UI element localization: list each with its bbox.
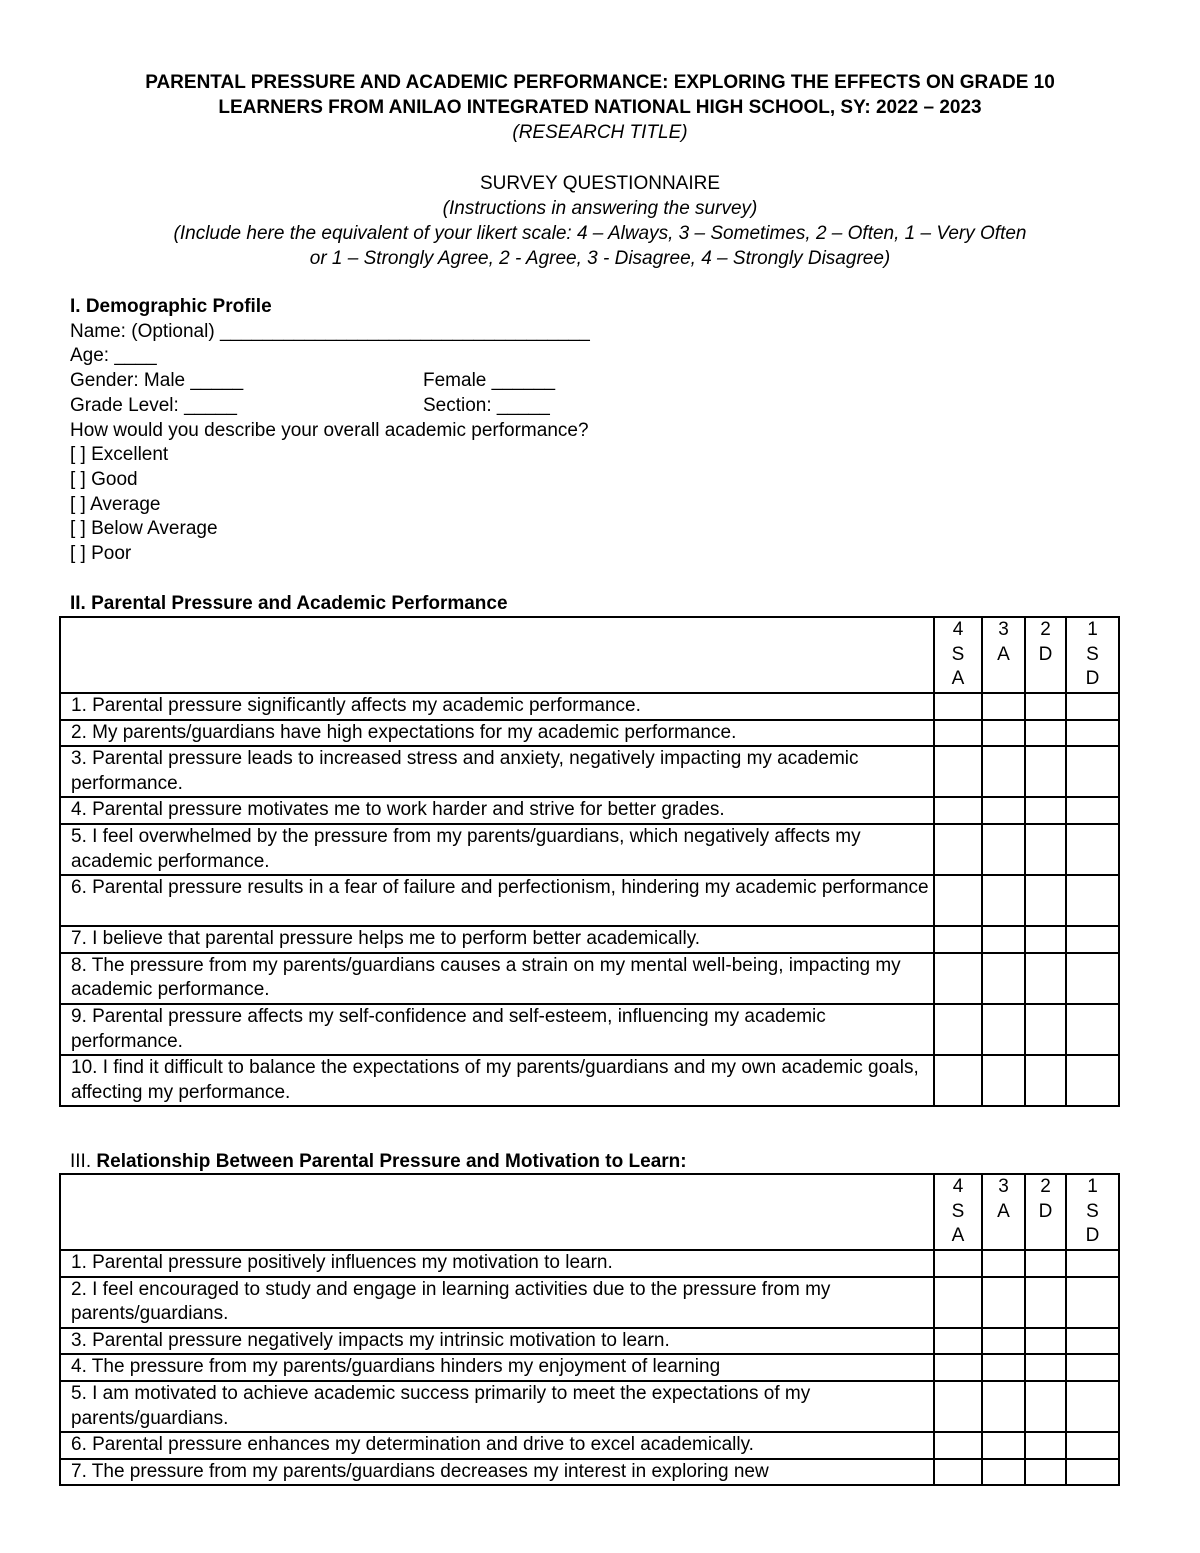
answer-cell-4[interactable] bbox=[934, 693, 982, 720]
answer-cell-4[interactable] bbox=[934, 1459, 982, 1486]
answer-cell-4[interactable] bbox=[934, 1250, 982, 1277]
answer-cell-3[interactable] bbox=[982, 1004, 1025, 1055]
title-line-2: LEARNERS FROM ANILAO INTEGRATED NATIONAL HIGH SCHOOL, SY: 2022 – 2023 bbox=[218, 97, 982, 118]
title-line-1: PARENTAL PRESSURE AND ACADEMIC PERFORMANCE: EXPLORING THE EFFECTS ON GRADE 10 bbox=[145, 72, 1055, 93]
table-header-row bbox=[60, 1174, 1119, 1250]
grade-level-field[interactable]: Grade Level: _____ bbox=[70, 394, 237, 416]
demographic-heading: I. Demographic Profile bbox=[70, 296, 272, 317]
question-text: 7. I believe that parental pressure helps me to perform better academically. bbox=[60, 926, 934, 953]
question-text: 1. Parental pressure positively influences my motivation to learn. bbox=[60, 1250, 934, 1277]
answer-cell-3[interactable] bbox=[982, 1459, 1025, 1486]
question-text: 8. The pressure from my parents/guardians causes a strain on my mental well-being, impacting my academic performance. bbox=[60, 953, 934, 1004]
question-text: 3. Parental pressure leads to increased stress and anxiety, negatively impacting my academic performance. bbox=[60, 746, 934, 797]
demographic-profile bbox=[70, 295, 1130, 567]
answer-cell-2[interactable] bbox=[1025, 926, 1066, 953]
answer-cell-2[interactable] bbox=[1025, 1381, 1066, 1432]
answer-cell-1[interactable] bbox=[1066, 797, 1119, 824]
question-text: 2. I feel encouraged to study and engage in learning activities due to the pressure from my parents/guardians. bbox=[60, 1277, 934, 1328]
answer-cell-4[interactable] bbox=[934, 797, 982, 824]
answer-cell-1[interactable] bbox=[1066, 1055, 1119, 1106]
answer-cell-3[interactable] bbox=[982, 1250, 1025, 1277]
answer-cell-1[interactable] bbox=[1066, 953, 1119, 1004]
scale-2-d: 2 D bbox=[1025, 617, 1066, 693]
answer-cell-3[interactable] bbox=[982, 1354, 1025, 1381]
answer-cell-4[interactable] bbox=[934, 1055, 982, 1106]
answer-cell-2[interactable] bbox=[1025, 1277, 1066, 1328]
table-row bbox=[60, 1277, 1119, 1328]
answer-cell-4[interactable] bbox=[934, 1354, 982, 1381]
option-below-average[interactable]: [ ] Below Average bbox=[70, 518, 218, 540]
table-row bbox=[60, 693, 1119, 720]
section2-heading: II. Parental Pressure and Academic Performance bbox=[70, 593, 508, 614]
answer-cell-2[interactable] bbox=[1025, 1328, 1066, 1355]
answer-cell-4[interactable] bbox=[934, 1004, 982, 1055]
answer-cell-3[interactable] bbox=[982, 1381, 1025, 1432]
section3-heading bbox=[70, 1150, 687, 1174]
option-excellent[interactable]: [ ] Excellent bbox=[70, 444, 169, 466]
answer-cell-4[interactable] bbox=[934, 875, 982, 926]
answer-cell-2[interactable] bbox=[1025, 875, 1066, 926]
answer-cell-4[interactable] bbox=[934, 1432, 982, 1459]
table-header-row bbox=[60, 617, 1119, 693]
answer-cell-1[interactable] bbox=[1066, 1250, 1119, 1277]
table-row bbox=[60, 746, 1119, 797]
table-row bbox=[60, 824, 1119, 875]
answer-cell-1[interactable] bbox=[1066, 1328, 1119, 1355]
answer-cell-1[interactable] bbox=[1066, 746, 1119, 797]
table-row bbox=[60, 720, 1119, 747]
answer-cell-1[interactable] bbox=[1066, 693, 1119, 720]
scale-3-a: 3 A bbox=[982, 1174, 1025, 1250]
age-field[interactable]: Age: ____ bbox=[70, 345, 157, 367]
answer-cell-2[interactable] bbox=[1025, 1459, 1066, 1486]
scale-4-sa: 4 S A bbox=[934, 1174, 982, 1250]
answer-cell-4[interactable] bbox=[934, 824, 982, 875]
answer-cell-4[interactable] bbox=[934, 1277, 982, 1328]
gender-row bbox=[70, 369, 1130, 394]
answer-cell-3[interactable] bbox=[982, 1277, 1025, 1328]
question-text: 5. I am motivated to achieve academic success primarily to meet the expectations of my parents/guardians. bbox=[60, 1381, 934, 1432]
answer-cell-3[interactable] bbox=[982, 926, 1025, 953]
section3-heading-text: Relationship Between Parental Pressure and Motivation to Learn: bbox=[96, 1151, 687, 1172]
answer-cell-3[interactable] bbox=[982, 746, 1025, 797]
gender-female-field[interactable]: Female ______ bbox=[423, 370, 556, 392]
answer-cell-4[interactable] bbox=[934, 746, 982, 797]
answer-cell-1[interactable] bbox=[1066, 875, 1119, 926]
answer-cell-4[interactable] bbox=[934, 926, 982, 953]
document-header bbox=[0, 70, 1200, 145]
section3-heading-prefix: III. bbox=[70, 1151, 92, 1172]
question-text: 2. My parents/guardians have high expectations for my academic performance. bbox=[60, 720, 934, 747]
answer-cell-1[interactable] bbox=[1066, 1004, 1119, 1055]
research-title-label: (RESEARCH TITLE) bbox=[512, 122, 688, 143]
question-text: 3. Parental pressure negatively impacts my intrinsic motivation to learn. bbox=[60, 1328, 934, 1355]
section2-table bbox=[59, 616, 1120, 1107]
answer-cell-3[interactable] bbox=[982, 1055, 1025, 1106]
scale-2-d: 2 D bbox=[1025, 1174, 1066, 1250]
answer-cell-4[interactable] bbox=[934, 720, 982, 747]
performance-question: How would you describe your overall academic performance? bbox=[70, 419, 589, 441]
question-text: 1. Parental pressure significantly affects my academic performance. bbox=[60, 693, 934, 720]
table-row bbox=[60, 953, 1119, 1004]
answer-cell-2[interactable] bbox=[1025, 824, 1066, 875]
survey-heading: SURVEY QUESTIONNAIRE bbox=[479, 173, 721, 194]
scale-1-sd: 1 S D bbox=[1066, 1174, 1119, 1250]
answer-cell-2[interactable] bbox=[1025, 797, 1066, 824]
answer-cell-3[interactable] bbox=[982, 693, 1025, 720]
option-good[interactable]: [ ] Good bbox=[70, 468, 138, 490]
answer-cell-2[interactable] bbox=[1025, 1354, 1066, 1381]
answer-cell-3[interactable] bbox=[982, 824, 1025, 875]
table-row bbox=[60, 1381, 1119, 1432]
question-text: 4. Parental pressure motivates me to work harder and strive for better grades. bbox=[60, 797, 934, 824]
answer-cell-2[interactable] bbox=[1025, 1250, 1066, 1277]
option-poor[interactable]: [ ] Poor bbox=[70, 543, 132, 565]
answer-cell-2[interactable] bbox=[1025, 693, 1066, 720]
table-row bbox=[60, 926, 1119, 953]
answer-cell-4[interactable] bbox=[934, 1381, 982, 1432]
table-row bbox=[60, 1459, 1119, 1486]
answer-cell-3[interactable] bbox=[982, 720, 1025, 747]
question-text: 7. The pressure from my parents/guardians decreases my interest in exploring new bbox=[60, 1459, 934, 1486]
answer-cell-1[interactable] bbox=[1066, 1277, 1119, 1328]
answer-cell-1[interactable] bbox=[1066, 1432, 1119, 1459]
answer-cell-3[interactable] bbox=[982, 1432, 1025, 1459]
section-field[interactable]: Section: _____ bbox=[423, 394, 550, 416]
scale-1-sd: 1 S D bbox=[1066, 617, 1119, 693]
answer-cell-2[interactable] bbox=[1025, 1055, 1066, 1106]
answer-cell-3[interactable] bbox=[982, 797, 1025, 824]
table-row bbox=[60, 875, 1119, 926]
question-text: 9. Parental pressure affects my self-confidence and self-esteem, influencing my academic performance. bbox=[60, 1004, 934, 1055]
scale-3-a: 3 A bbox=[982, 617, 1025, 693]
likert-scale-line-1: (Include here the equivalent of your likert scale: 4 – Always, 3 – Sometimes, 2 – Often, 1 – Very Often bbox=[173, 223, 1027, 244]
answer-cell-3[interactable] bbox=[982, 953, 1025, 1004]
instructions-text: (Instructions in answering the survey) bbox=[442, 198, 758, 219]
question-text: 10. I find it difficult to balance the expectations of my parents/guardians and my own academic goals, affecting my performance. bbox=[60, 1055, 934, 1106]
answer-cell-2[interactable] bbox=[1025, 746, 1066, 797]
likert-scale-line-2: or 1 – Strongly Agree, 2 - Agree, 3 - Disagree, 4 – Strongly Disagree) bbox=[309, 248, 891, 269]
scale-4-sa: 4 S A bbox=[934, 617, 982, 693]
option-average[interactable]: [ ] Average bbox=[70, 493, 161, 515]
table-row bbox=[60, 1328, 1119, 1355]
gender-male-field[interactable]: Gender: Male _____ bbox=[70, 370, 244, 392]
header-blank-cell bbox=[60, 617, 934, 693]
answer-cell-2[interactable] bbox=[1025, 1004, 1066, 1055]
table-row bbox=[60, 1354, 1119, 1381]
answer-cell-3[interactable] bbox=[982, 875, 1025, 926]
table-row bbox=[60, 797, 1119, 824]
question-text: 6. Parental pressure enhances my determination and drive to excel academically. bbox=[60, 1432, 934, 1459]
answer-cell-1[interactable] bbox=[1066, 720, 1119, 747]
header-blank-cell bbox=[60, 1174, 934, 1250]
answer-cell-4[interactable] bbox=[934, 953, 982, 1004]
answer-cell-1[interactable] bbox=[1066, 1354, 1119, 1381]
table-row bbox=[60, 1004, 1119, 1055]
grade-section-row bbox=[70, 394, 1130, 419]
table-row bbox=[60, 1055, 1119, 1106]
survey-instructions bbox=[0, 171, 1200, 271]
answer-cell-1[interactable] bbox=[1066, 1459, 1119, 1486]
table-row bbox=[60, 1432, 1119, 1459]
table-row bbox=[60, 1250, 1119, 1277]
answer-cell-2[interactable] bbox=[1025, 1432, 1066, 1459]
answer-cell-1[interactable] bbox=[1066, 926, 1119, 953]
answer-cell-2[interactable] bbox=[1025, 720, 1066, 747]
question-text: 5. I feel overwhelmed by the pressure from my parents/guardians, which negatively affects my academic performance. bbox=[60, 824, 934, 875]
question-text: 4. The pressure from my parents/guardians hinders my enjoyment of learning bbox=[60, 1354, 934, 1381]
answer-cell-4[interactable] bbox=[934, 1328, 982, 1355]
name-field[interactable]: Name: (Optional) ___________________________________ bbox=[70, 320, 590, 342]
question-text: 6. Parental pressure results in a fear of failure and perfectionism, hindering my academic performance bbox=[60, 875, 934, 926]
answer-cell-2[interactable] bbox=[1025, 953, 1066, 1004]
answer-cell-1[interactable] bbox=[1066, 824, 1119, 875]
answer-cell-1[interactable] bbox=[1066, 1381, 1119, 1432]
section3-table bbox=[59, 1173, 1120, 1486]
answer-cell-3[interactable] bbox=[982, 1328, 1025, 1355]
